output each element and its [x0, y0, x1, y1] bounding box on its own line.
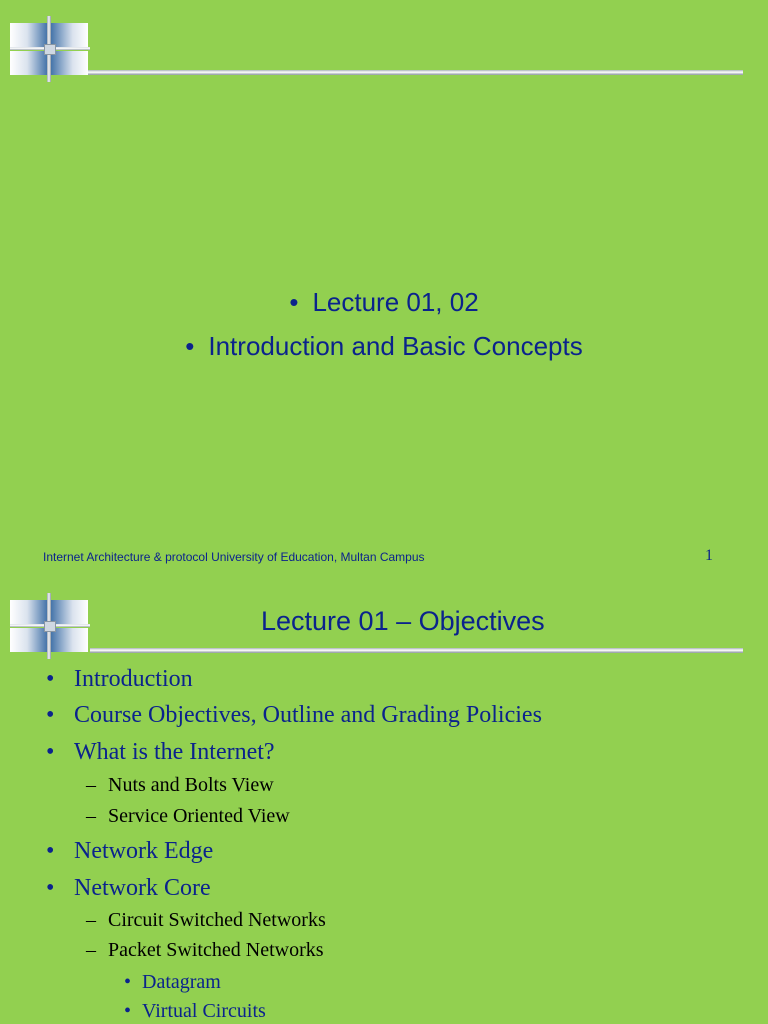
title-item: • Lecture 01, 02 — [289, 287, 479, 317]
bullet-icon: • — [46, 739, 55, 765]
bullet-icon: • — [46, 838, 55, 864]
bullet-icon: • — [46, 702, 55, 728]
dash-icon: – — [86, 939, 96, 961]
header-rule — [90, 648, 743, 653]
slide-footer: Internet Architecture & protocol University of Education, Multan Campus — [43, 550, 425, 564]
windmill-logo-icon — [10, 593, 90, 659]
page-number: 1 — [705, 547, 713, 564]
list-item: – Service Oriented View — [86, 805, 290, 827]
list-item: • What is the Internet? — [46, 739, 275, 765]
bullet-icon: • — [46, 666, 55, 692]
list-item: – Circuit Switched Networks — [86, 909, 326, 931]
header-rule — [88, 70, 743, 75]
list-item: • Introduction — [46, 666, 193, 692]
bullet-icon: • — [289, 287, 299, 317]
list-item: – Packet Switched Networks — [86, 939, 324, 961]
list-item: – Nuts and Bolts View — [86, 774, 274, 796]
dash-icon: – — [86, 774, 96, 796]
list-item: • Datagram — [124, 971, 221, 993]
dash-icon: – — [86, 909, 96, 931]
bullet-icon: • — [124, 971, 132, 993]
slide-1-title-list — [0, 280, 768, 368]
slide-2-title: Lecture 01 – Objectives — [261, 606, 545, 636]
bullet-icon: • — [185, 331, 195, 361]
windmill-logo-icon — [10, 16, 90, 82]
dash-icon: – — [86, 805, 96, 827]
list-item: • Network Edge — [46, 838, 214, 864]
list-item: • Network Core — [46, 875, 211, 901]
bullet-icon: • — [46, 875, 55, 901]
list-item: • Virtual Circuits — [124, 1000, 266, 1022]
list-item: • Course Objectives, Outline and Grading Policies — [46, 702, 542, 728]
slide-2 — [0, 590, 768, 1024]
title-item: • Introduction and Basic Concepts — [185, 331, 583, 361]
bullet-icon: • — [124, 1000, 132, 1022]
